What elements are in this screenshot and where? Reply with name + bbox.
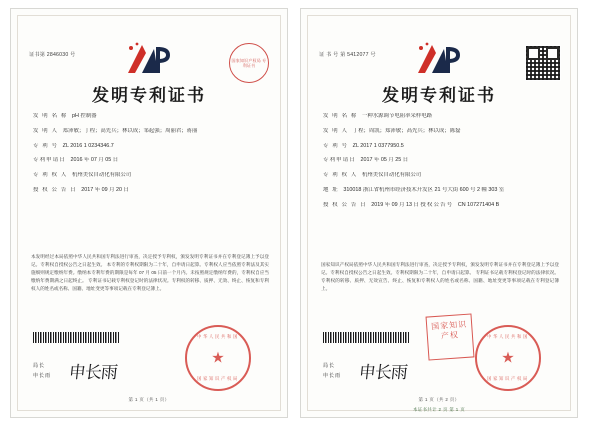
handwritten-signature: 申长雨 xyxy=(357,363,408,383)
field-label: 地 址 xyxy=(323,186,339,193)
seal-bottom-text: 国家知识产权局 xyxy=(487,376,529,381)
field-value: 2016 年 07 月 05 日 xyxy=(70,157,119,164)
field-label: 专利申请日 xyxy=(323,157,356,164)
certificate-number: 证 书 号 第 5412077 号 xyxy=(319,52,376,58)
field-value: ZL 2016 1 0234346.7 xyxy=(62,142,114,149)
certificate-title: 发明专利证书 xyxy=(92,86,206,106)
barcode xyxy=(323,332,409,343)
square-red-seal: 国家知识产权 xyxy=(426,313,475,360)
patent-certificate-left xyxy=(10,8,288,418)
field-value: 一种水源调节电阻率采样电路 xyxy=(361,113,433,119)
field-label: 授 权 公 告 日 xyxy=(323,201,367,208)
field-inventors xyxy=(33,128,269,135)
field-label: 发 明 名 称 xyxy=(33,113,68,119)
signature-label-name: 申长雨 xyxy=(33,372,52,379)
certificate-fields-right xyxy=(323,113,559,217)
patent-certificate-right xyxy=(300,8,578,418)
field-label: 发 明 人 xyxy=(33,127,59,134)
field-label: 专利申请日 xyxy=(33,157,66,164)
field-label-2: 授权公告号 xyxy=(420,201,454,208)
field-patent-no xyxy=(33,143,269,150)
seal-star-icon: ★ xyxy=(211,349,225,367)
field-patent-no xyxy=(323,143,559,150)
field-patentee xyxy=(33,172,269,179)
page-footer: 第 1 页（共 2 页） xyxy=(418,397,460,402)
certificate-body-text: 国家知识产权局依照中华人民共和国专利法进行审查，决定授予专利权，颁发发明专利证书并在专利登记簿上予以登记。专利权自授权公告之日起生效。专利权期限为二十年，自申请日起算。 专利证书记载专利权登记时的法律状况。专利权的转移、质押、无效宣告、终止、恢复和专利权人的姓名或名称、国籍、地址变更等事项记载在专利登记簿上。 xyxy=(321,262,559,292)
field-grant-date xyxy=(323,202,559,209)
header-round-seal: 国家知识产权局 专利证书 xyxy=(229,43,269,83)
field-value: pH 控制器 xyxy=(71,113,97,119)
field-value: ZL 2017 1 0377950.5 xyxy=(352,142,404,149)
qr-code xyxy=(525,45,561,81)
field-label: 专 利 号 xyxy=(323,142,349,149)
field-value: 2017 年 05 月 25 日 xyxy=(360,157,409,164)
field-value: 2017 年 09 月 20 日 xyxy=(81,186,129,193)
field-invention-name xyxy=(323,113,559,120)
field-label: 专 利 权 人 xyxy=(323,172,358,179)
signature-block xyxy=(323,362,341,381)
field-value: 2019 年 09 月 13 日 xyxy=(371,201,419,208)
field-label: 专 利 权 人 xyxy=(33,172,68,179)
national-round-seal xyxy=(475,325,541,391)
seal-star-icon: ★ xyxy=(501,349,515,367)
ip-emblem-icon xyxy=(122,39,176,79)
field-label: 发 明 名 称 xyxy=(323,113,358,119)
field-inventors xyxy=(323,128,559,135)
field-grant-date xyxy=(33,187,269,194)
certificate-title: 发明专利证书 xyxy=(382,86,496,106)
seal-top-text: 中华人民共和国 xyxy=(197,334,239,339)
field-value: 310018 浙江省杭州市经济技术开发区 21 号大街 600 号 2 幢 303 室 xyxy=(343,186,505,193)
certificate-number: 证书第 2846030 号 xyxy=(29,52,76,58)
field-value: 杭州美仪自动化有限公司 xyxy=(361,172,422,179)
national-round-seal xyxy=(185,325,251,391)
barcode xyxy=(33,332,119,343)
signature-label-name: 申长雨 xyxy=(323,372,342,379)
signature-label-title: 局长 xyxy=(323,363,336,369)
field-patentee xyxy=(323,172,559,179)
ip-emblem-icon xyxy=(412,39,466,79)
certificate-fields-left xyxy=(33,113,269,202)
field-application-date xyxy=(33,157,269,164)
seal-bottom-text: 国家知识产权局 xyxy=(197,376,239,381)
field-value: 杭州美仪自动化有限公司 xyxy=(71,172,132,179)
field-invention-name xyxy=(33,113,269,120)
signature-label-title: 局长 xyxy=(33,363,46,369)
seal-top-text: 中华人民共和国 xyxy=(487,334,529,339)
field-address xyxy=(323,187,559,194)
field-value: 郑沛敏；丁程；高先兵；林以成；邹起强；周丽君；蒋丽 xyxy=(62,127,198,134)
field-label: 发 明 人 xyxy=(323,127,349,134)
document-footer: 本证书共计 2 页 第 1 页 xyxy=(412,407,466,412)
certificate-body-text: 本发明经过本局依照中华人民共和国专利法进行审查，决定授予专利权，颁发发明专利证书并在专利登记簿上予以登记。专利权自授权公告之日起生效。 本专利的专利权期限为二十年，自申请日起算。专利权人应当依照专利法及其实施细则规定缴纳年费。缴纳本专利年费的期限是每年 07 月 05 日前一个月内。未按照规定缴纳年费的，专利权自应当缴纳年费期满之日起终止。 专利证书记载专利权登记时的法律状况。专利权的转移、质押、无效、终止、恢复和专利权人的姓名或名称、国籍、地址变更等事项记载在专利登记簿上。 xyxy=(31,254,269,292)
handwritten-signature: 申长雨 xyxy=(67,363,118,383)
page-footer: 第 1 页（共 1 页） xyxy=(128,397,170,402)
field-label: 授 权 公 告 日 xyxy=(33,186,77,193)
signature-block xyxy=(33,362,51,381)
field-application-date xyxy=(323,157,559,164)
field-label: 专 利 号 xyxy=(33,142,59,149)
field-value: 丁程；周凯；郑沛敏；高先兵；林以成；陈磊 xyxy=(352,127,461,134)
field-value-2: CN 107271404 B xyxy=(457,201,500,208)
